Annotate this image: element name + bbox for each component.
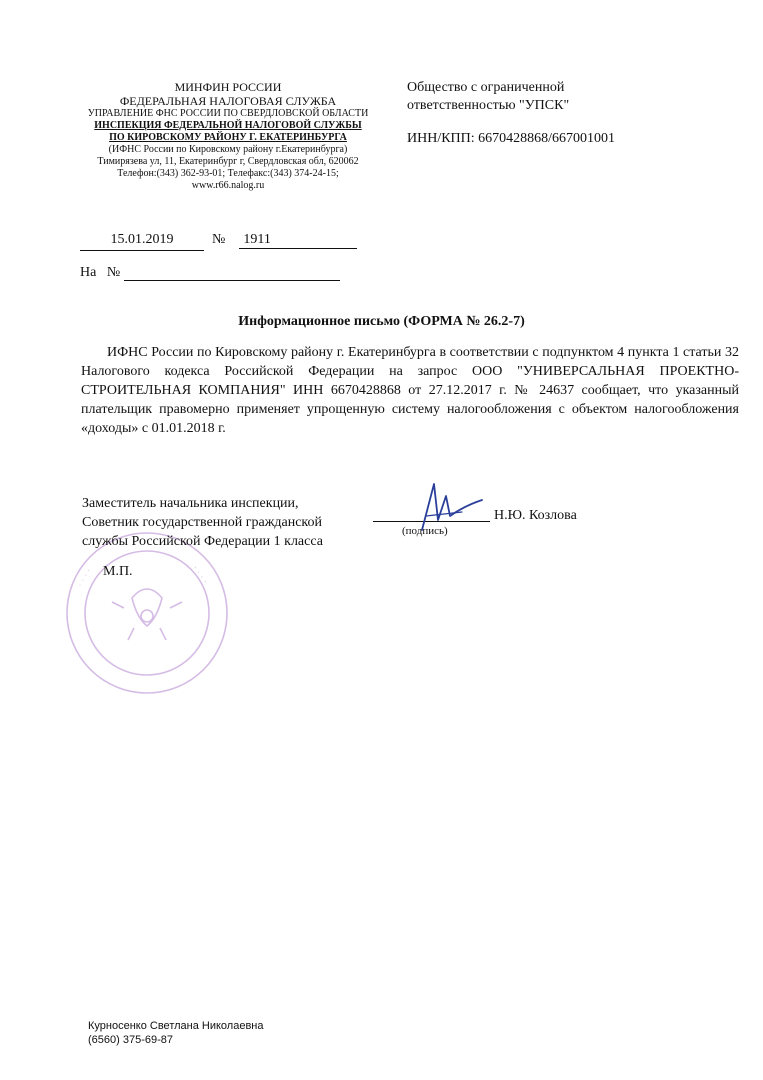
header-website: www.r66.nalog.ru xyxy=(191,180,265,191)
na-label: На № xyxy=(80,265,121,280)
signer-line1: Заместитель начальника инспекции, xyxy=(82,496,299,511)
header-district: ПО КИРОВСКОМУ РАЙОНУ Г. ЕКАТЕРИНБУРГА xyxy=(109,132,347,143)
handwritten-signature xyxy=(404,476,494,536)
recipient-line1: Общество с ограниченной xyxy=(407,80,565,95)
letter-date: 15.01.2019 xyxy=(80,232,204,251)
header-service: ФЕДЕРАЛЬНАЯ НАЛОГОВАЯ СЛУЖБА xyxy=(119,94,337,108)
header-inspection: ИНСПЕКЦИЯ ФЕДЕРАЛЬНОЙ НАЛОГОВОЙ СЛУЖБЫ xyxy=(94,120,362,131)
executor-phone: (6560) 375-69-87 xyxy=(88,1034,174,1046)
official-stamp xyxy=(62,528,232,698)
letter-number: 1911 xyxy=(239,232,357,249)
executor-name: Курносенко Светлана Николаевна xyxy=(88,1020,264,1032)
document-title: Информационное письмо (ФОРМА № 26.2-7) xyxy=(238,314,525,329)
number-label: № xyxy=(212,232,226,247)
header-short-name: (ИФНС России по Кировскому району г.Екатеринбурга) xyxy=(108,144,348,155)
letter-body: ИФНС России по Кировскому району г. Екатеринбурга в соответствии с подпунктом 4 пункта 1 статьи 32 Налогового кодекса Российской Федерации на запрос ООО "УНИВЕРСАЛЬНАЯ ПРОЕКТНО-СТРОИТЕЛЬНАЯ КОМПАНИЯ" ИНН 6670428868 от 27.12.2017 г. № 24637 сообщает, что указанный плательщик правомерно применяет упрощенную систему налогообложения с объектом налогообложения «доходы» с 01.01.2018 г. xyxy=(81,345,739,436)
signer-title xyxy=(82,494,323,551)
signature-caption: (подпись) xyxy=(402,525,448,537)
na-blank-line xyxy=(124,268,340,281)
svg-text:· · · ·: · · · · xyxy=(75,567,95,590)
header-ministry: МИНФИН РОССИИ xyxy=(174,80,282,94)
signer-line3: службы Российской Федерации 1 класса xyxy=(82,534,323,549)
incoming-reference xyxy=(80,265,340,281)
header-department: УПРАВЛЕНИЕ ФНС РОССИИ ПО СВЕРДЛОВСКОЙ ОБЛАСТИ xyxy=(87,108,369,119)
signer-line2: Советник государственной гражданской xyxy=(82,515,323,530)
svg-text:· · · ·: · · · · xyxy=(189,563,210,587)
recipient-line2: ответственностью "УПСК" xyxy=(407,98,570,113)
header-phones: Телефон:(343) 362-93-01; Телефакс:(343) 374-24-15; xyxy=(117,168,339,179)
issuer-header xyxy=(78,80,378,192)
signer-name: Н.Ю. Козлова xyxy=(494,508,577,523)
header-address: Тимирязева ул, 11, Екатеринбург г, Свердловская обл, 620062 xyxy=(97,156,359,167)
recipient-block xyxy=(407,79,615,148)
reference-line xyxy=(80,232,357,251)
recipient-inn: ИНН/КПП: 6670428868/667001001 xyxy=(407,131,616,146)
stamp-place-label: М.П. xyxy=(103,564,133,579)
executor-info xyxy=(88,1019,263,1047)
